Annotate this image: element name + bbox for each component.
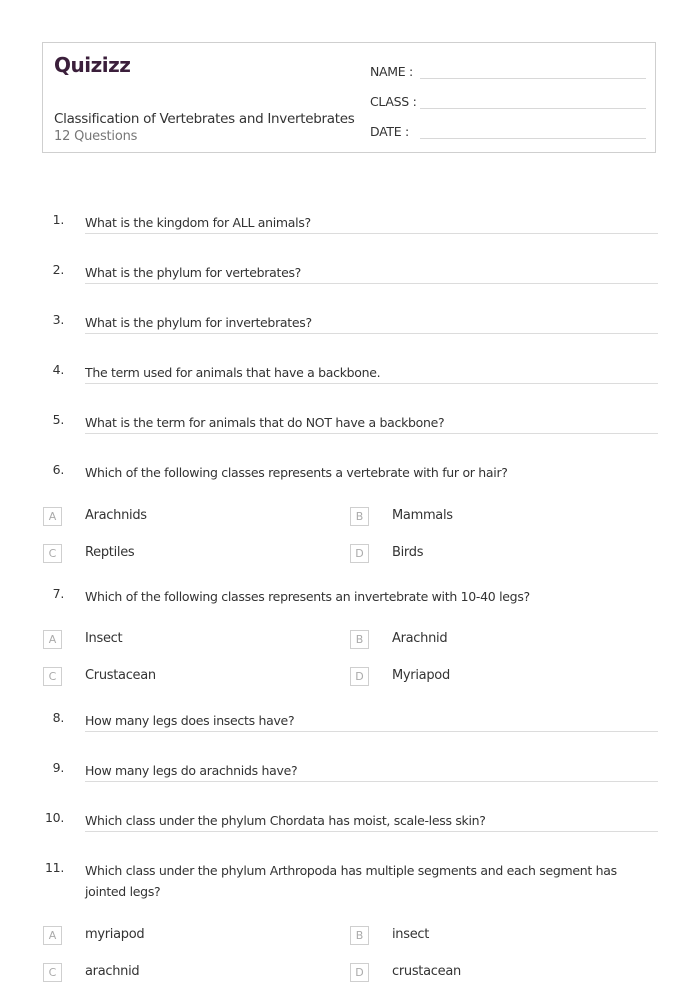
quizizz-logo: Quizizz (54, 53, 131, 77)
option-text: Insect (85, 631, 123, 646)
option-text: arachnid (85, 964, 140, 979)
date-line[interactable] (420, 138, 646, 139)
class-line[interactable] (420, 108, 646, 109)
date-field[interactable] (370, 119, 646, 139)
name-line[interactable] (420, 78, 646, 79)
option-text: Arachnid (392, 631, 448, 646)
question-text: Which class under the phylum Arthropoda has multiple segments and each segment has jointed legs? (85, 863, 617, 899)
question-number: 5. (52, 412, 64, 427)
option-letter-box[interactable]: B (350, 630, 369, 649)
question-number: 4. (52, 362, 64, 377)
option-letter-box[interactable]: B (350, 507, 369, 526)
question-count: 12 Questions (54, 129, 138, 144)
date-label: DATE : (370, 124, 409, 139)
option-text: insect (392, 927, 430, 942)
option-letter-box[interactable]: A (43, 926, 62, 945)
question-number: 9. (52, 760, 64, 775)
name-field[interactable] (370, 59, 646, 79)
question-number: 6. (52, 462, 64, 477)
question-text[interactable]: How many legs do arachnids have? (85, 760, 658, 782)
option-letter-box[interactable]: D (350, 667, 369, 686)
question-text[interactable]: What is the kingdom for ALL animals? (85, 212, 658, 234)
class-field[interactable] (370, 89, 646, 109)
option-letter-box[interactable]: C (43, 963, 62, 982)
question-text[interactable]: Which class under the phylum Chordata has moist, scale-less skin? (85, 810, 658, 832)
question-number: 11. (45, 860, 64, 875)
question-number: 8. (52, 710, 64, 725)
question-number: 10. (45, 810, 64, 825)
question-text: Which of the following classes represents a vertebrate with fur or hair? (85, 465, 508, 480)
option-text: Birds (392, 545, 424, 560)
option-text: Myriapod (392, 668, 450, 683)
worksheet-header (42, 42, 656, 153)
option-letter-box[interactable]: C (43, 667, 62, 686)
option-letter-box[interactable]: D (350, 544, 369, 563)
question-number: 2. (52, 262, 64, 277)
name-label: NAME : (370, 64, 413, 79)
question-text[interactable]: What is the phylum for vertebrates? (85, 262, 658, 284)
option-text: Reptiles (85, 545, 135, 560)
option-text: crustacean (392, 964, 461, 979)
question-number: 3. (52, 312, 64, 327)
question-text[interactable]: How many legs does insects have? (85, 710, 658, 732)
option-text: Arachnids (85, 508, 147, 523)
option-text: myriapod (85, 927, 145, 942)
question-text[interactable]: What is the phylum for invertebrates? (85, 312, 658, 334)
class-label: CLASS : (370, 94, 417, 109)
question-text: Which of the following classes represents an invertebrate with 10-40 legs? (85, 589, 530, 604)
option-letter-box[interactable]: B (350, 926, 369, 945)
question-text[interactable]: The term used for animals that have a backbone. (85, 362, 658, 384)
option-letter-box[interactable]: C (43, 544, 62, 563)
option-text: Crustacean (85, 668, 156, 683)
option-letter-box[interactable]: A (43, 507, 62, 526)
question-number: 1. (52, 212, 64, 227)
question-text[interactable]: What is the term for animals that do NOT have a backbone? (85, 412, 658, 434)
option-letter-box[interactable]: A (43, 630, 62, 649)
worksheet-title: Classification of Vertebrates and Invertebrates (54, 111, 355, 127)
question-number: 7. (52, 586, 64, 601)
option-text: Mammals (392, 508, 453, 523)
option-letter-box[interactable]: D (350, 963, 369, 982)
